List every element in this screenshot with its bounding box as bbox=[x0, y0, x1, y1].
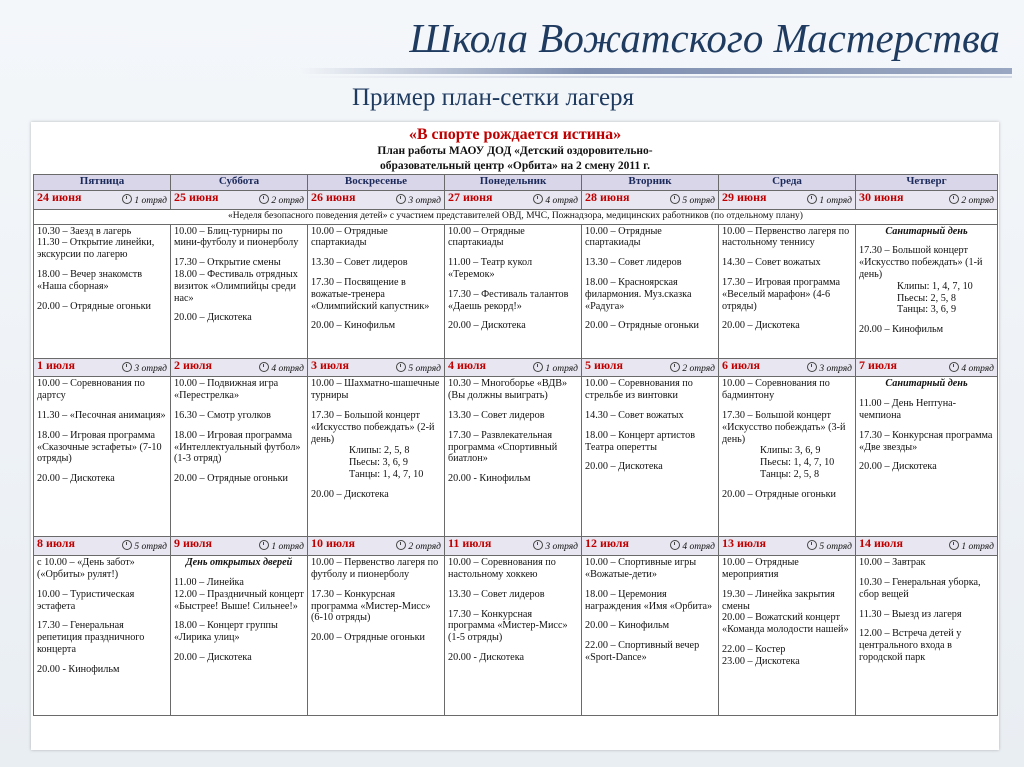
day-header-cell bbox=[171, 537, 308, 556]
duty-squad-label: 5 отряд bbox=[819, 542, 852, 553]
event-entry: с 10.00 – «День забот» («Орбиты» рулят!) bbox=[37, 557, 135, 580]
event-spacer bbox=[311, 312, 441, 320]
clock-icon bbox=[259, 194, 269, 204]
weekday-header: Среда bbox=[719, 175, 856, 191]
event-entry: 10.30 – Генеральная уборка, сбор вещей bbox=[859, 576, 981, 600]
event-entry: 20.00 - Дискотека bbox=[448, 651, 525, 663]
day-header-cell bbox=[719, 191, 856, 210]
day-events-cell bbox=[719, 556, 856, 716]
event-entry: 10.00 – Отрядные спартакиады bbox=[311, 225, 388, 249]
event-entry: 20.00 – Дискотека bbox=[448, 320, 526, 332]
day-events-cell bbox=[34, 556, 171, 716]
title-underline-thin bbox=[300, 76, 1012, 78]
day-header-cell bbox=[308, 537, 445, 556]
duty-squad-label: 3 отряд bbox=[819, 363, 852, 374]
day-events-cell bbox=[171, 377, 308, 537]
event-spacer bbox=[37, 261, 167, 269]
event-entry: 10.00 – Шахматно-шашечные турниры bbox=[311, 378, 440, 402]
day-date: 5 июля bbox=[585, 357, 624, 372]
duty-squad-label: 2 отряд bbox=[961, 196, 994, 206]
event-entry: Санитарный день bbox=[885, 225, 968, 237]
event-spacer bbox=[37, 402, 167, 410]
duty-squad-label: 4 отряд bbox=[961, 363, 994, 374]
event-spacer bbox=[37, 581, 167, 589]
day-events-cell bbox=[719, 224, 856, 358]
duty-squad bbox=[949, 540, 994, 554]
document-slogan: «В спорте рождается истина» bbox=[408, 126, 622, 143]
day-date: 28 июня bbox=[585, 190, 630, 204]
event-spacer bbox=[174, 465, 304, 473]
event-spacer bbox=[859, 620, 994, 628]
day-events-cell bbox=[34, 224, 171, 358]
day-events-cell bbox=[582, 224, 719, 358]
day-date: 14 июля bbox=[859, 536, 904, 551]
day-events-cell bbox=[719, 377, 856, 537]
event-entry: 11.00 – Театр кукол «Теремок» bbox=[448, 257, 533, 280]
event-entry: 10.00 – Соревнования по настольному хоккею bbox=[448, 557, 556, 580]
event-entry: 13.30 – Совет лидеров bbox=[448, 409, 545, 421]
schedule-table bbox=[33, 174, 998, 716]
event-entry: 17.30 – Конкурсная программа «Мистер-Мисс» (6-10 отряды) bbox=[311, 588, 431, 624]
event-entry: Санитарный день bbox=[885, 378, 968, 390]
event-entry: 13.30 – Совет лидеров bbox=[448, 588, 545, 600]
duty-squad bbox=[670, 540, 715, 554]
event-spacer bbox=[859, 237, 994, 245]
clock-icon bbox=[807, 194, 817, 204]
weekday-header: Вторник bbox=[582, 175, 719, 191]
duty-squad bbox=[259, 362, 304, 376]
duty-squad bbox=[533, 540, 578, 554]
day-events-cell bbox=[856, 377, 998, 537]
weekday-header: Воскресенье bbox=[308, 175, 445, 191]
event-spacer bbox=[448, 465, 578, 473]
week-note: «Неделя безопасного поведения детей» с участием представителей ОВД, МЧС, Пожнадзора, медицинских работников (по отдельному плану) bbox=[34, 209, 998, 224]
weekday-header: Четверг bbox=[856, 175, 998, 191]
duty-squad bbox=[259, 194, 304, 208]
day-header-cell bbox=[171, 191, 308, 210]
day-events-cell bbox=[171, 556, 308, 716]
event-entry: 10.00 – Блиц-турниры по мини-футболу и пионерболу bbox=[174, 225, 299, 249]
clock-icon bbox=[259, 362, 269, 372]
event-entry: 11.30 – Выезд из лагеря bbox=[859, 608, 962, 620]
day-date: 4 июля bbox=[448, 357, 487, 372]
event-spacer bbox=[448, 312, 578, 320]
day-events-cell bbox=[445, 556, 582, 716]
day-events-cell bbox=[308, 556, 445, 716]
day-events-cell bbox=[308, 377, 445, 537]
event-entry: 10.00 – Отрядные мероприятия bbox=[722, 557, 799, 580]
event-spacer bbox=[448, 402, 578, 410]
duty-squad-label: 5 отряд bbox=[682, 196, 715, 206]
day-header-cell bbox=[445, 191, 582, 210]
event-entry: 18.00 – Концерт артистов Театра оперетты bbox=[585, 429, 696, 453]
event-entry: 10.00 – Подвижная игра «Перестрелка» bbox=[174, 378, 279, 402]
day-header-cell bbox=[719, 537, 856, 556]
event-spacer bbox=[311, 481, 441, 489]
day-header-cell bbox=[856, 358, 998, 377]
event-spacer bbox=[722, 312, 852, 320]
duty-squad-label: 5 отряд bbox=[408, 363, 441, 374]
event-entry: 18.00 – Игровая программа «Интеллектуальный футбол» (1-3 отряд) bbox=[174, 429, 301, 465]
event-entry: 20.00 – Отрядные огоньки bbox=[311, 632, 425, 644]
event-entry: 17.30 – Посвящение в вожатые-тренера «Олимпийский капустник» bbox=[311, 276, 430, 312]
event-entry: 14.30 – Совет вожатых bbox=[722, 257, 821, 269]
event-spacer bbox=[311, 402, 441, 410]
day-date: 7 июля bbox=[859, 357, 898, 372]
event-entry: 20.00 – Дискотека bbox=[174, 651, 252, 663]
duty-squad bbox=[670, 362, 715, 376]
event-spacer bbox=[311, 624, 441, 632]
day-header-cell bbox=[582, 358, 719, 377]
event-entry: 20.00 – Отрядные огоньки bbox=[37, 300, 151, 312]
day-date: 29 июня bbox=[722, 190, 767, 204]
clock-icon bbox=[949, 540, 959, 550]
duty-squad bbox=[396, 194, 441, 208]
event-entry: 17.30 – Большой концерт «Искусство побеждать» (3-й день) Клипы: 3, 6, 9 Пьесы: 1, 4, 7, 10 Танцы: 2, 5, 8 bbox=[722, 409, 846, 480]
event-spacer bbox=[722, 481, 852, 489]
weekday-header: Понедельник bbox=[445, 175, 582, 191]
event-spacer bbox=[448, 581, 578, 589]
event-spacer bbox=[722, 581, 852, 589]
event-spacer bbox=[174, 612, 304, 620]
slide-subtitle: Пример план-сетки лагеря bbox=[352, 84, 635, 111]
event-entry: 12.00 – Встреча детей у центрального входа в городской парк bbox=[859, 628, 962, 663]
clock-icon bbox=[396, 362, 406, 372]
event-entry: 11.00 – Линейка 12.00 – Праздничный концерт «Быстрее! Выше! Сильнее!» bbox=[174, 576, 304, 612]
day-date: 8 июля bbox=[37, 536, 76, 551]
day-header-cell bbox=[308, 191, 445, 210]
event-spacer bbox=[448, 249, 578, 257]
day-date: 2 июля bbox=[174, 357, 213, 372]
event-entry: 17.30 – Конкурсная программа «Мистер-Мисс» (1-5 отряды) bbox=[448, 608, 568, 644]
event-entry: 20.00 – Дискотека bbox=[585, 461, 663, 473]
duty-squad bbox=[949, 194, 994, 208]
event-entry: 20.00 – Отрядные огоньки bbox=[722, 488, 836, 500]
duty-squad bbox=[807, 540, 852, 554]
day-date: 1 июля bbox=[37, 357, 76, 372]
clock-icon bbox=[259, 540, 269, 550]
event-spacer bbox=[311, 249, 441, 257]
date-row bbox=[34, 537, 998, 556]
event-spacer bbox=[585, 453, 715, 461]
day-date: 11 июля bbox=[448, 536, 492, 551]
duty-squad bbox=[670, 194, 715, 208]
weekday-header: Пятница bbox=[34, 175, 171, 191]
day-events-cell bbox=[445, 377, 582, 537]
event-entry: 10.00 – Соревнования по бадминтону bbox=[722, 378, 830, 402]
event-entry: 20.00 – Кинофильм bbox=[585, 620, 670, 632]
day-header-cell bbox=[171, 358, 308, 377]
day-events-cell bbox=[856, 224, 998, 358]
event-spacer bbox=[311, 581, 441, 589]
events-row bbox=[34, 377, 998, 537]
event-entry: 20.00 – Дискотека bbox=[174, 312, 252, 324]
event-entry: 18.00 – Концерт группы «Лирика улиц» bbox=[174, 620, 278, 644]
document-plan-line-2: образовательный центр «Орбита» на 2 смену 2011 г. bbox=[380, 160, 650, 172]
clock-icon bbox=[670, 540, 680, 550]
event-spacer bbox=[722, 249, 852, 257]
event-spacer bbox=[448, 601, 578, 609]
clock-icon bbox=[949, 194, 959, 204]
event-entry: 17.30 – Большой концерт «Искусство побеждать» (1-й день) Клипы: 1, 4, 7, 10 Пьесы: 2, 5, 8 Танцы: 3, 6, 9 bbox=[859, 245, 983, 316]
event-spacer bbox=[37, 612, 167, 620]
event-spacer bbox=[585, 269, 715, 277]
event-entry: 20.00 – Отрядные огоньки bbox=[585, 320, 699, 332]
event-entry: 16.30 – Смотр уголков bbox=[174, 409, 271, 421]
event-spacer bbox=[174, 304, 304, 312]
plan-document bbox=[31, 122, 999, 750]
day-events-cell bbox=[445, 224, 582, 358]
slide-title: Школа Вожатского Мастерства bbox=[409, 15, 1000, 61]
day-date: 27 июня bbox=[448, 190, 493, 204]
event-spacer bbox=[585, 402, 715, 410]
event-entry: 17.30 – Открытие смены 18.00 – Фестиваль отрядных визиток «Олимпийцы среди нас» bbox=[174, 257, 298, 304]
day-header-cell bbox=[445, 358, 582, 377]
event-spacer bbox=[174, 402, 304, 410]
event-spacer bbox=[585, 632, 715, 640]
day-header-cell bbox=[34, 537, 171, 556]
duty-squad bbox=[807, 362, 852, 376]
event-entry: 10.00 – Спортивные игры «Вожатые-дети» bbox=[585, 557, 697, 580]
clock-icon bbox=[670, 194, 680, 204]
event-entry: 17.30 – Конкурсная программа «Две звезды» bbox=[859, 429, 993, 453]
event-entry: 22.00 – Костер 23.00 – Дискотека bbox=[722, 643, 800, 667]
event-entry: 17.30 – Фестиваль талантов «Даешь рекорд!» bbox=[448, 288, 569, 312]
day-date: 6 июля bbox=[722, 357, 761, 372]
event-spacer bbox=[37, 465, 167, 473]
duty-squad-label: 1 отряд bbox=[545, 363, 578, 374]
event-spacer bbox=[37, 656, 167, 664]
day-header-cell bbox=[308, 358, 445, 377]
event-entry: 20.00 – Кинофильм bbox=[311, 320, 396, 332]
event-entry: 10.00 – Туристическая эстафета bbox=[37, 588, 135, 612]
day-events-cell bbox=[171, 224, 308, 358]
event-spacer bbox=[37, 422, 167, 430]
duty-squad-label: 2 отряд bbox=[408, 542, 441, 553]
event-spacer bbox=[174, 644, 304, 652]
event-spacer bbox=[448, 281, 578, 289]
title-underline bbox=[300, 68, 1012, 74]
day-date: 25 июня bbox=[174, 190, 219, 204]
event-spacer bbox=[448, 422, 578, 430]
day-header-cell bbox=[582, 191, 719, 210]
day-header-cell bbox=[34, 191, 171, 210]
event-entry: 10.00 – Первенство лагеря по футболу и пионерболу bbox=[311, 557, 439, 580]
day-date: 10 июля bbox=[311, 536, 356, 551]
duty-squad-label: 4 отряд bbox=[682, 542, 715, 553]
duty-squad-label: 5 отряд bbox=[134, 542, 167, 553]
weekday-header: Суббота bbox=[171, 175, 308, 191]
duty-squad-label: 1 отряд bbox=[134, 196, 167, 206]
event-spacer bbox=[722, 402, 852, 410]
duty-squad-label: 3 отряд bbox=[134, 363, 167, 374]
event-entry: 10.00 – Соревнования по дартсу bbox=[37, 378, 145, 402]
event-entry: 20.00 – Отрядные огоньки bbox=[174, 473, 288, 485]
weekday-header-row bbox=[34, 175, 998, 191]
date-row bbox=[34, 191, 998, 210]
clock-icon bbox=[807, 540, 817, 550]
event-spacer bbox=[585, 422, 715, 430]
event-entry: 17.30 – Развлекательная программа «Спортивный биатлон» bbox=[448, 429, 558, 465]
day-date: 13 июля bbox=[722, 536, 767, 551]
event-entry: 19.30 – Линейка закрытия смены 20.00 – Вожатский концерт «Команда молодости нашей» bbox=[722, 588, 849, 636]
event-spacer bbox=[174, 422, 304, 430]
event-entry: 10.30 – Многоборье «ВДВ» (Вы должны выиграть) bbox=[448, 378, 568, 402]
event-entry: 17.30 – Игровая программа «Веселый марафон» (4-6 отряды) bbox=[722, 276, 841, 312]
duty-squad-label: 3 отряд bbox=[545, 542, 578, 553]
event-spacer bbox=[448, 644, 578, 652]
events-row bbox=[34, 556, 998, 716]
day-date: 9 июля bbox=[174, 536, 213, 551]
day-date: 12 июля bbox=[585, 536, 630, 551]
event-entry: 22.00 – Спортивный вечер «Sport-Dance» bbox=[585, 640, 700, 663]
duty-squad-label: 3 отряд bbox=[408, 196, 441, 206]
date-row bbox=[34, 358, 998, 377]
clock-icon bbox=[670, 362, 680, 372]
duty-squad-label: 4 отряд bbox=[545, 196, 578, 206]
event-entry: 18.00 – Вечер знакомств «Наша сборная» bbox=[37, 268, 143, 292]
event-entry: 10.00 – Отрядные спартакиады bbox=[448, 225, 525, 249]
clock-icon bbox=[533, 540, 543, 550]
clock-icon bbox=[807, 362, 817, 372]
day-header-cell bbox=[856, 191, 998, 210]
event-spacer bbox=[859, 422, 994, 430]
duty-squad bbox=[396, 362, 441, 376]
day-events-cell bbox=[34, 377, 171, 537]
day-date: 24 июня bbox=[37, 190, 82, 204]
event-entry: 10.00 – Соревнования по стрельбе из винтовки bbox=[585, 378, 693, 402]
event-entry: 17.30 – Генеральная репетиция праздничного концерта bbox=[37, 620, 145, 655]
day-header-cell bbox=[719, 358, 856, 377]
duty-squad bbox=[259, 540, 304, 554]
clock-icon bbox=[396, 194, 406, 204]
day-date: 26 июня bbox=[311, 190, 356, 204]
event-spacer bbox=[585, 612, 715, 620]
event-entry: 20.00 - Кинофильм bbox=[448, 473, 531, 485]
event-spacer bbox=[585, 312, 715, 320]
event-entry: 18.00 – Игровая программа «Сказочные эстафеты» (7-10 отряды) bbox=[37, 429, 162, 465]
event-entry: 13.30 – Совет лидеров bbox=[585, 257, 682, 269]
duty-squad-label: 1 отряд bbox=[819, 196, 852, 206]
day-date: 30 июня bbox=[859, 190, 904, 204]
duty-squad bbox=[122, 540, 167, 554]
clock-icon bbox=[122, 540, 132, 550]
clock-icon bbox=[122, 194, 132, 204]
event-spacer bbox=[311, 269, 441, 277]
event-entry: 17.30 – Большой концерт «Искусство побеждать» (2-й день) Клипы: 2, 5, 8 Пьесы: 3, 6, 9 Танцы: 1, 4, 7, 10 bbox=[311, 409, 435, 480]
duty-squad-label: 1 отряд bbox=[961, 542, 994, 553]
duty-squad bbox=[949, 362, 994, 376]
duty-squad-label: 4 отряд bbox=[271, 363, 304, 374]
day-date: 3 июля bbox=[311, 357, 350, 372]
clock-icon bbox=[533, 362, 543, 372]
event-entry: 11.00 – День Нептуна-чемпиона bbox=[859, 398, 957, 421]
duty-squad bbox=[122, 194, 167, 208]
event-entry: 18.00 – Красноярская филармония. Муз.сказка «Радуга» bbox=[585, 276, 692, 312]
clock-icon bbox=[122, 362, 132, 372]
event-spacer bbox=[859, 601, 994, 609]
day-header-cell bbox=[445, 537, 582, 556]
event-entry: 20.00 – Дискотека bbox=[722, 320, 800, 332]
event-entry: 10.00 – Первенство лагеря по настольному теннису bbox=[722, 225, 850, 249]
event-spacer bbox=[859, 453, 994, 461]
day-events-cell bbox=[308, 224, 445, 358]
event-entry: 20.00 – Кинофильм bbox=[859, 324, 944, 336]
event-entry: 20.00 - Кинофильм bbox=[37, 663, 120, 675]
day-events-cell bbox=[582, 377, 719, 537]
event-spacer bbox=[859, 569, 994, 577]
duty-squad-label: 2 отряд bbox=[271, 196, 304, 206]
duty-squad bbox=[122, 362, 167, 376]
event-entry: 10.30 – Заезд в лагерь 11.30 – Открытие линейки, экскурсии по лагерю bbox=[37, 225, 155, 261]
event-spacer bbox=[174, 569, 304, 577]
day-header-cell bbox=[582, 537, 719, 556]
duty-squad bbox=[396, 540, 441, 554]
day-header-cell bbox=[856, 537, 998, 556]
event-spacer bbox=[174, 249, 304, 257]
event-spacer bbox=[859, 390, 994, 398]
duty-squad bbox=[533, 362, 578, 376]
document-plan-line-1: План работы МАОУ ДОД «Детский оздоровительно- bbox=[377, 145, 653, 157]
event-entry: 20.00 – Дискотека bbox=[859, 461, 937, 473]
event-entry: 18.00 – Церемония награждения «Имя «Орбита» bbox=[585, 588, 713, 612]
duty-squad bbox=[807, 194, 852, 208]
clock-icon bbox=[396, 540, 406, 550]
document-header bbox=[31, 122, 999, 174]
duty-squad-label: 2 отряд bbox=[682, 363, 715, 374]
event-spacer bbox=[859, 316, 994, 324]
duty-squad bbox=[533, 194, 578, 208]
duty-squad-label: 1 отряд bbox=[271, 542, 304, 553]
week-note-row bbox=[34, 209, 998, 224]
event-spacer bbox=[722, 636, 852, 644]
day-events-cell bbox=[582, 556, 719, 716]
day-events-cell bbox=[856, 556, 998, 716]
event-spacer bbox=[37, 293, 167, 301]
event-entry: 20.00 – Дискотека bbox=[311, 488, 389, 500]
event-entry: 10.00 – Завтрак bbox=[859, 557, 926, 569]
clock-icon bbox=[533, 194, 543, 204]
event-entry: 20.00 – Дискотека bbox=[37, 473, 115, 485]
event-spacer bbox=[585, 249, 715, 257]
clock-icon bbox=[949, 362, 959, 372]
events-row bbox=[34, 224, 998, 358]
event-entry: 11.30 – «Песочная анимация» bbox=[37, 409, 166, 421]
event-spacer bbox=[722, 269, 852, 277]
event-spacer bbox=[585, 581, 715, 589]
event-entry: День открытых дверей bbox=[185, 557, 293, 569]
event-entry: 13.30 – Совет лидеров bbox=[311, 257, 408, 269]
day-header-cell bbox=[34, 358, 171, 377]
event-entry: 14.30 – Совет вожатых bbox=[585, 409, 684, 421]
event-entry: 10.00 – Отрядные спартакиады bbox=[585, 225, 662, 249]
